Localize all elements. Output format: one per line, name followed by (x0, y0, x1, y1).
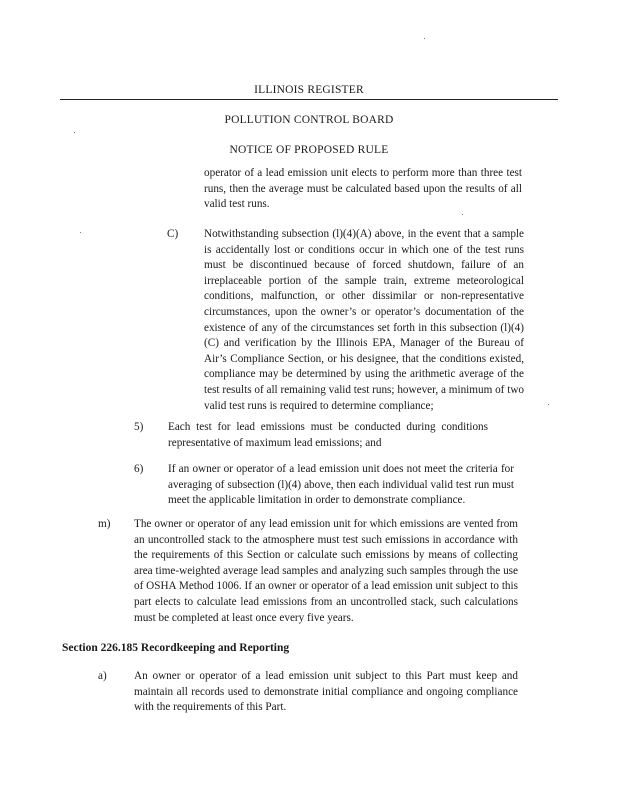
section-a-label: a) (98, 670, 107, 682)
item-5-text: Each test for lead emissions must be conducted during conditions representative of maximum lead emissions; and (168, 421, 488, 449)
scan-speck (424, 38, 425, 39)
item-5-label: 5) (134, 421, 144, 433)
subsection-c-label: C) (167, 228, 179, 240)
board-title: POLLUTION CONTROL BOARD (224, 114, 394, 126)
register-title: ILLINOIS REGISTER (254, 84, 364, 96)
notice-title: NOTICE OF PROPOSED RULE (229, 144, 389, 156)
header-rule (60, 99, 558, 100)
item-6-text: If an owner or operator of a lead emission unit does not meet the criteria for averaging of subsection (l)(4) above, then each individual valid test run must meet the applicable limitation in order to demonstrate compliance. (168, 463, 514, 507)
section-heading: Section 226.185 Recordkeeping and Reporting (62, 642, 290, 654)
item-6-label: 6) (134, 463, 144, 475)
scan-speck (80, 232, 81, 233)
scan-speck (548, 404, 549, 405)
section-a-text: An owner or operator of a lead emission unit subject to this Part must keep and maintain all records used to demonstrate initial compliance and ongoing compliance with the requirements of this Part. (134, 670, 518, 714)
subsection-m-text: The owner or operator of any lead emission unit for which emissions are vented from an uncontrolled stack to the atmosphere must test such emissions in accordance with the requirements of this Section or calculate such emissions by means of collecting area time-weighted average lead samples and analyzing such samples through the use of OSHA Method 1006. If an owner or operator of a lead emission unit subject to this part elects to calculate lead emissions from an uncontrolled stack, such calculations must be completed at least once every five years. (134, 518, 518, 624)
scan-speck (74, 132, 75, 133)
subsection-c-text: Notwithstanding subsection (l)(4)(A) above, in the event that a sample is accidentally lost or conditions occur in which one of the test runs must be discontinued because of forced shutdown, failure of an irreplaceable portion of the sample train, extreme meteorological conditions, malfunction, or other dissimilar or non-representative circumstances, upon the owner’s or operator’s documentation of the existence of any of the circumstances set forth in this subsection (l)(4)(C) and verification by the Illinois EPA, Manager of the Bureau of Air’s Compliance Section, or his designee, that the conditions existed, compliance may be determined by using the arithmetic average of the test results of all remaining valid test runs; however, a minimum of two valid test runs is required to determine compliance; (204, 228, 524, 412)
scan-speck (462, 214, 463, 215)
subsection-m-label: m) (98, 518, 111, 530)
continuation-paragraph: operator of a lead emission unit elects to perform more than three test runs, then the average must be calculated based upon the results of all valid test runs. (204, 167, 522, 211)
